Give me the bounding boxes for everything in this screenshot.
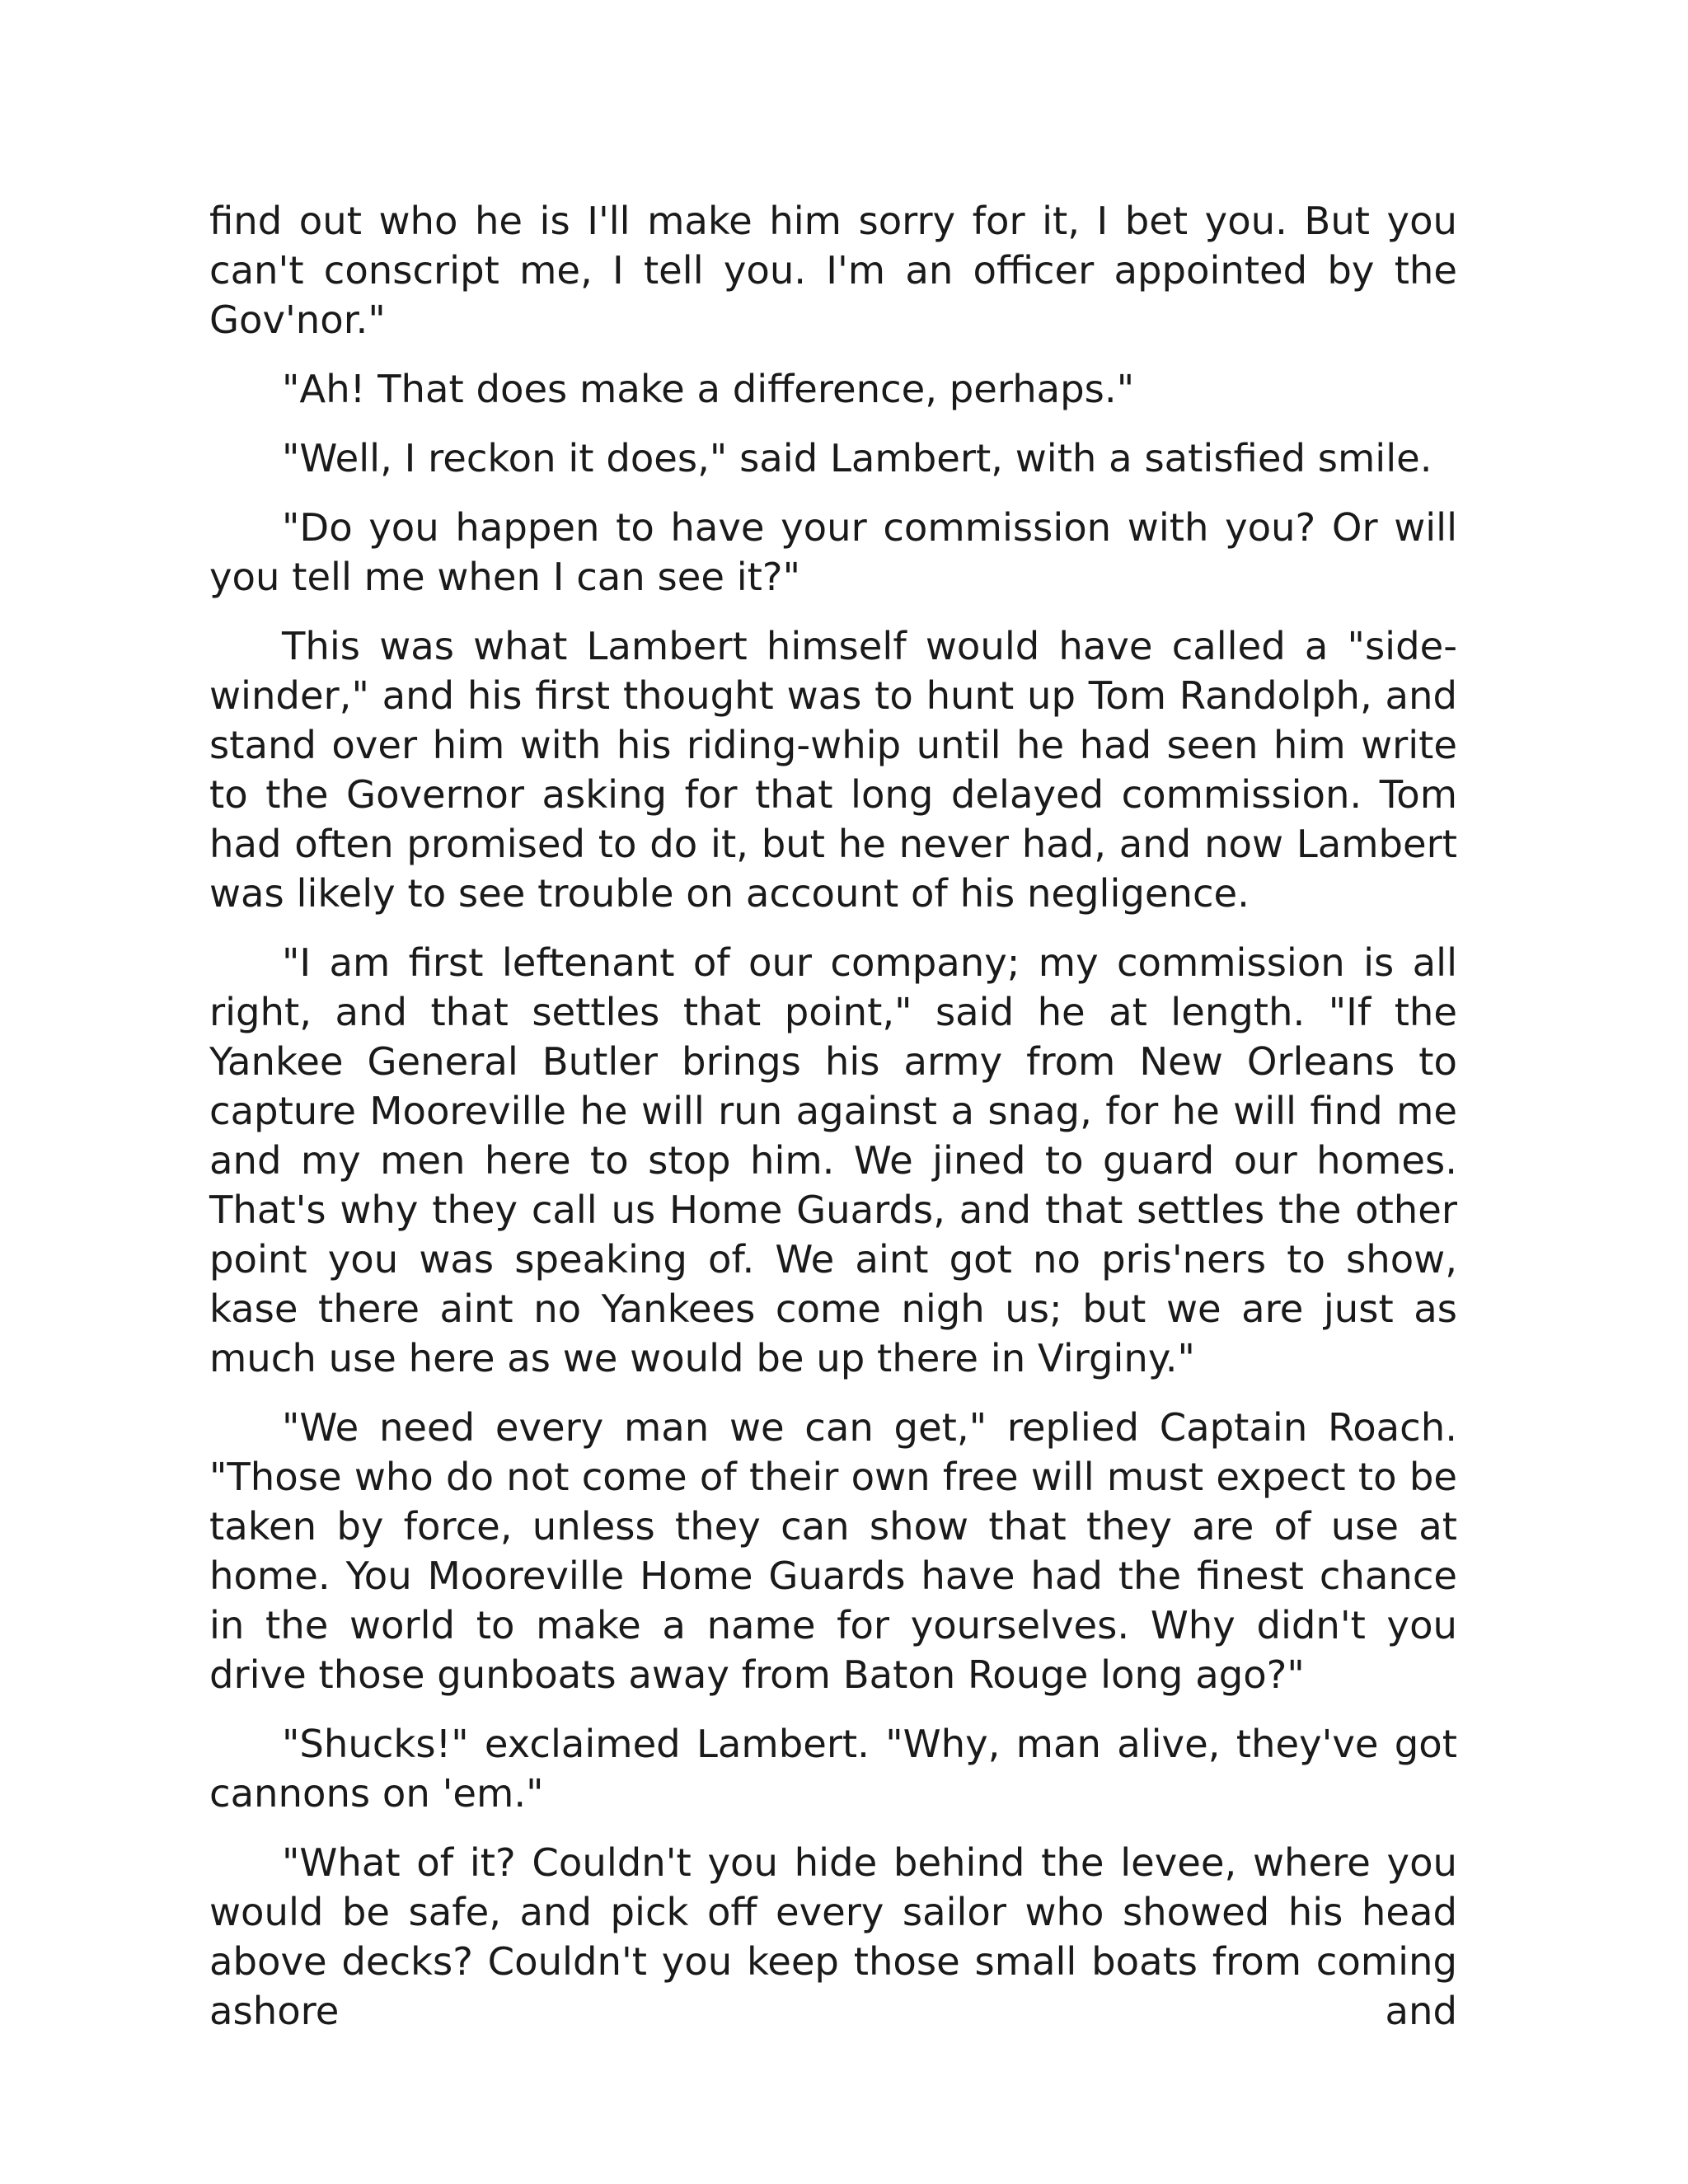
body-text	[209, 196, 1457, 2036]
paragraph-8: "Shucks!" exclaimed Lambert. "Why, man alive, they've got cannons on 'em."	[209, 1722, 1457, 1816]
paragraph-5: This was what Lambert himself would have called a "side-winder," and his first thought was to hunt up Tom Randolph, and stand over him with his riding-whip until he had seen him write to the Governor asking for that long delayed commission. Tom had often promised to do it, but he never had, and now Lambert was likely to see trouble on account of his negligence.	[209, 624, 1457, 916]
paragraph-1: find out who he is I'll make him sorry for it, I bet you. But you can't conscript me, I tell you. I'm an officer appointed by the Gov'nor."	[209, 199, 1457, 342]
paragraph-4: "Do you happen to have your commission with you? Or will you tell me when I can see it?"	[209, 505, 1457, 599]
paragraph-6: "I am first leftenant of our company; my commission is all right, and that settles that point," said he at length. "If the Yankee General Butler brings his army from New Orleans to capture Mooreville he will run against a snag, for he will find me and my men here to stop him. We jined to guard our homes. That's why they call us Home Guards, and that settles the other point you was speaking of. We aint got no pris'ners to show, kase there aint no Yankees come nigh us; but we are just as much use here as we would be up there in Virginy."	[209, 940, 1457, 1380]
paragraph-7: "We need every man we can get," replied Captain Roach. "Those who do not come of their own free will must expect to be taken by force, unless they can show that they are of use at home. You Mooreville Home Guards have had the finest chance in the world to make a name for yourselves. Why didn't you drive those gunboats away from Baton Rouge long ago?"	[209, 1405, 1457, 1697]
paragraph-9: "What of it? Couldn't you hide behind the levee, where you would be safe, and pick off every sailor who showed his head above decks? Couldn't you keep those small boats from coming ashore and	[209, 1840, 1457, 2033]
paragraph-3: "Well, I reckon it does," said Lambert, with a satisfied smile.	[282, 436, 1432, 480]
paragraph-2: "Ah! That does make a difference, perhaps."	[282, 367, 1135, 411]
